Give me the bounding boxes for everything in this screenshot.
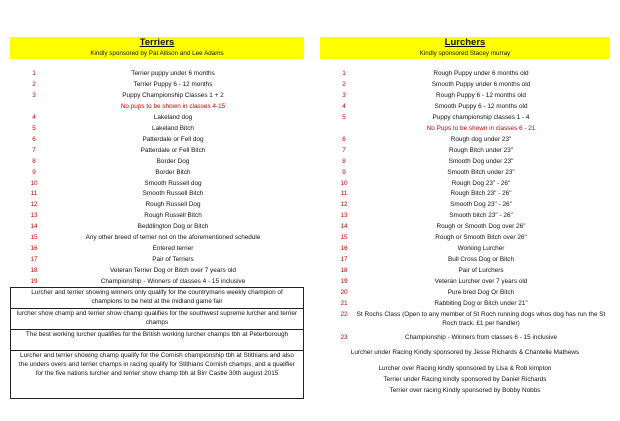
class-name: Terrier puppy under 6 months: [131, 70, 215, 77]
class-name: Patterdale or Fell Bitch: [140, 146, 206, 154]
class-name: Smooth Puppy under 6 months old: [431, 80, 531, 88]
class-name: Veteran Lurcher over 7 years old: [434, 278, 528, 286]
class-number: 13: [30, 212, 38, 220]
class-number: 2: [342, 80, 346, 88]
class-number: 6: [32, 135, 36, 143]
racing-sponsor-line: Terrier under Racing kindly sponsored by Daniel Richards: [383, 376, 547, 383]
class-number: 3: [342, 91, 346, 99]
class-name: Rough Bitch under 23": [448, 146, 514, 154]
class-name: Working Lurcher: [457, 245, 505, 253]
terriers-header: [10, 37, 304, 59]
class-number: 5: [342, 113, 346, 121]
class-row: [320, 145, 610, 156]
class-number: 3: [32, 91, 36, 99]
class-number: 16: [340, 245, 348, 253]
class-name: Puppy championship classes 1 - 4: [432, 113, 530, 121]
class-number: 18: [340, 267, 348, 275]
class-row: [10, 112, 304, 123]
racing-sponsor-line: Lurcher over Racing kindly sponsored by Lisa & Rob kimpton: [378, 365, 552, 372]
class-number: 15: [30, 234, 38, 242]
class-number: 2: [32, 80, 36, 88]
class-row: [10, 90, 304, 101]
class-name: Terrier Puppy 6 - 12 months: [133, 80, 213, 88]
qualification-note: Lurcher and terrier showing champ qualify for the Cornish championship tbh at Stithians and also the unders overs and terrier champs in racing qualify for Stithians Cornish champs, and a qualifier for the five nations lurcher and terrier show champ tbh at Birr Castle 30th august 2015: [10, 351, 304, 399]
class-name: Rough or Smooth Dog over 26": [436, 223, 526, 231]
class-row: [10, 199, 304, 210]
class-row: [320, 254, 610, 265]
lurchers-title: Lurchers: [444, 37, 486, 48]
class-number: 10: [340, 179, 348, 187]
class-number: 1: [342, 70, 346, 77]
qualification-note: lurcher show champ and terrier show champ qualifies for the southwest supreme lurcher and terrier champs: [10, 309, 304, 330]
class-name: Rough Russell Bitch: [144, 212, 202, 220]
class-name: Rough Puppy 6 - 12 months old: [436, 91, 526, 99]
class-name: Beddlington Dog or Bitch: [137, 223, 209, 231]
class-number: 16: [30, 245, 38, 253]
class-number: 17: [340, 256, 348, 264]
class-name: Veteran Terrier Dog or Bitch over 7 years old: [110, 267, 236, 275]
class-number: 18: [30, 267, 38, 275]
class-name: Any other breed of terrier not on the aforementioned schedule: [85, 234, 261, 242]
class-number: 14: [30, 223, 38, 231]
class-name: Pair of Terriers: [152, 256, 194, 264]
class-number: 7: [32, 146, 36, 154]
class-row: [320, 112, 610, 123]
class-row: [320, 134, 610, 145]
class-name: Smooth Russell Bitch: [142, 190, 204, 198]
class-note: [320, 123, 610, 134]
class-name: Rough or Smooth Bitch over 26": [435, 234, 527, 242]
class-name: Rough Puppy under 6 months old: [433, 70, 529, 77]
class-row: [10, 79, 304, 90]
class-name: Championship - Winners from classes 6 - 15 inclusive: [404, 334, 557, 341]
class-note: [10, 101, 304, 112]
class-row: [10, 68, 304, 79]
class-name: Bull Cross Dog or Bitch: [447, 256, 515, 264]
class-number: 4: [342, 102, 346, 110]
championship-class: [320, 332, 610, 343]
class-row: [320, 178, 610, 189]
class-row: [10, 178, 304, 189]
class-row: [320, 276, 610, 287]
lurchers-sponsor: Kindly sponsored Stacey murray: [419, 50, 511, 57]
class-row: [320, 156, 610, 167]
class-row: [10, 276, 304, 287]
racing-sponsor-line: Lurcher under Racing Kindly sponsored by Jesse Richards & Chantelle Mathews: [350, 349, 580, 356]
class-number: 19: [340, 278, 348, 286]
class-number: 6: [342, 135, 346, 143]
class-number: 12: [30, 201, 38, 209]
class-number: 10: [30, 179, 38, 187]
class-name: St Rochs Class (Open to any member of St Roch running dogs whos dog has run the St Roch track. £1 per handler): [356, 311, 606, 327]
class-row: [10, 254, 304, 265]
class-row: [320, 90, 610, 101]
class-number: 5: [32, 124, 36, 132]
class-name: Rough Russell Dog: [145, 201, 201, 209]
class-name: Lakeland dog: [153, 113, 193, 121]
class-row: [320, 68, 610, 79]
class-number: 1: [32, 70, 36, 77]
class-number: 23: [340, 334, 348, 341]
class-number: 13: [340, 212, 348, 220]
class-row: [320, 243, 610, 254]
class-number: 4: [32, 113, 36, 121]
racing-sponsor-line: Terrier over racing Kindly sponsored by Bobby Nobbs: [389, 387, 541, 394]
class-name: Smooth Bitch under 23": [447, 168, 515, 176]
class-row: [320, 265, 610, 276]
terriers-title: Terriers: [139, 37, 175, 48]
class-number: 11: [30, 190, 38, 198]
lurchers-header: [320, 37, 610, 59]
class-row: [10, 188, 304, 199]
class-name: Pure bred Dog Or Bitch: [447, 289, 515, 296]
qualification-note: The best working lurcher qualifies for the British working lurcher champs tbh at Peterborough: [10, 330, 304, 351]
class-number: 17: [30, 256, 38, 264]
class-name: Smooth bitch 23" - 26": [449, 212, 513, 220]
class-number: 14: [340, 223, 348, 231]
class-row: [320, 287, 610, 298]
class-number: 21: [340, 299, 348, 307]
class-row: [10, 134, 304, 145]
class-number: 19: [30, 278, 38, 286]
class-name: Border Bitch: [155, 168, 191, 176]
class-row: [320, 167, 610, 178]
class-number: 8: [342, 157, 346, 165]
class-name: Rough Bitch 23" - 26": [450, 190, 512, 198]
class-row: [10, 145, 304, 156]
class-name: Smooth Russell dog: [144, 179, 202, 187]
class-row: [320, 101, 610, 112]
class-row: [10, 265, 304, 276]
class-row: [10, 232, 304, 243]
class-number: 22: [340, 311, 348, 318]
class-number: 12: [340, 201, 348, 209]
class-name: Entered terrier: [152, 245, 194, 253]
class-row: [10, 221, 304, 232]
class-row: [320, 199, 610, 210]
class-row: [320, 210, 610, 221]
class-row: [10, 123, 304, 134]
class-row: [320, 221, 610, 232]
class-row: [320, 232, 610, 243]
class-number: 15: [340, 234, 348, 242]
class-number: 20: [340, 289, 348, 296]
class-name: Lakeland Bitch: [152, 124, 194, 132]
class-name: Border Dog: [156, 157, 190, 165]
class-row: [10, 156, 304, 167]
class-row: [320, 188, 610, 199]
class-name: Rough Dog 23" - 26": [451, 179, 511, 187]
class-name: Patterdale or Fell dog: [142, 135, 204, 143]
class-row: [320, 79, 610, 90]
class-name: No pups to be shown in classes 4-15: [120, 102, 226, 110]
class-name: Smooth Puppy 6 - 12 months old: [434, 102, 528, 110]
class-number: 9: [32, 168, 36, 176]
class-name: No Pups to be shown in classes 6 - 21: [426, 124, 536, 132]
class-number: 7: [342, 146, 346, 154]
class-name: Rabbiting Dog or Bitch under 21": [434, 299, 528, 307]
qualification-note: Lurcher and terrier showing winners only qualify for the countrymans weekly champion of champions to be held at the midland game fair: [10, 287, 304, 309]
class-name: Puppy Championship Classes 1 + 2: [122, 91, 224, 99]
class-name: Rough dog under 23": [450, 135, 512, 143]
st-roch-class: [320, 309, 610, 331]
terriers-sponsor: Kindly sponsored by Pat Allison and Lee Adams: [90, 50, 224, 57]
class-name: Pair of Lurchers: [458, 267, 504, 275]
class-row: [10, 210, 304, 221]
class-name: Championship - Winners of classes 4 - 15 inclusive: [100, 278, 246, 286]
class-name: Smooth Dog under 23": [448, 157, 514, 165]
class-number: 8: [32, 157, 36, 165]
class-row: [10, 167, 304, 178]
class-name: Smooth Dog 23" - 26": [450, 201, 512, 209]
class-number: 11: [340, 190, 348, 198]
class-row: [320, 298, 610, 309]
class-number: 9: [342, 168, 346, 176]
class-row: [10, 243, 304, 254]
